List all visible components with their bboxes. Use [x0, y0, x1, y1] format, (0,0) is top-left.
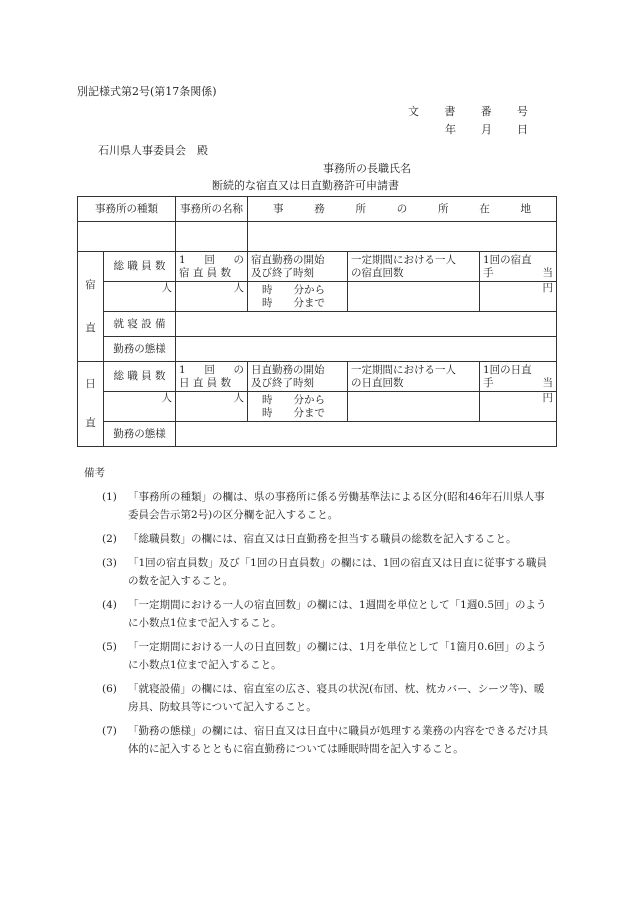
shuku-total-staff-input[interactable]: 人 — [104, 282, 176, 312]
header-office-name: 事務所の名称 — [176, 197, 248, 222]
shuku-per-count-label: 1 回 の 宿 直 員 数 — [176, 252, 248, 282]
nichi-total-staff-label: 総 職 員 数 — [104, 362, 176, 392]
sleeping-facilities-label: 就 寝 設 備 — [104, 312, 176, 337]
shuku-allowance-label: 1回の宿直 手 当 — [480, 252, 557, 282]
note-item: (7) 「勤務の態様」の欄には、宿日直又は日直中に職員が処理する業務の内容をできるだけ具体的に記入するとともに宿直勤務については睡眠時間を記入すること。 — [102, 725, 548, 755]
shuku-period-count-label: 一定期間における一人 の宿直回数 — [348, 252, 480, 282]
nichi-work-mode-label: 勤務の態様 — [104, 422, 176, 447]
nichi-time-input[interactable]: 時 分から 時 分まで — [248, 392, 348, 422]
shuku-work-mode-input[interactable] — [176, 337, 557, 362]
sleeping-facilities-input[interactable] — [176, 312, 557, 337]
shuku-start-end-label: 宿直勤務の開始 及び終了時刻 — [248, 252, 348, 282]
nichi-period-count-input[interactable] — [348, 392, 480, 422]
nichi-total-staff-input[interactable]: 人 — [104, 392, 176, 422]
header-office-type: 事務所の種類 — [78, 197, 176, 222]
shuku-total-staff-label: 総 職 員 数 — [104, 252, 176, 282]
note-item: (6) 「就寝設備」の欄には、宿直室の広さ、寝具の状況(布団、枕、枕カバー、シーツ等)、暖房具、防蚊具等について記入すること。 — [102, 683, 545, 713]
note-item: (5) 「一定期間における一人の日直回数」の欄には、1月を単位として「1箇月0.6回」のように小数点1位まで記入すること。 — [102, 641, 547, 671]
note-item: (4) 「一定期間における一人の宿直回数」の欄には、1週間を単位として「1週0.5回」のように小数点1位まで記入すること。 — [102, 599, 547, 629]
shuku-time-input[interactable]: 時 分から 時 分まで — [248, 282, 348, 312]
nichi-per-count-input[interactable]: 人 — [176, 392, 248, 422]
nichi-per-count-label: 1 回 の 日 直 員 数 — [176, 362, 248, 392]
page-title: 断続的な宿直又は日直勤務許可申請書 — [212, 179, 399, 192]
note-item: (1) 「事務所の種類」の欄は、県の事務所に係る労働基準法による区分(昭和46年石川県人事委員会告示第2号)の区分欄を記入すること。 — [102, 491, 545, 521]
nichi-work-mode-input[interactable] — [176, 422, 557, 447]
date-label: 年 月 日 — [445, 123, 528, 136]
form-number: 別記様式第2号(第17条関係) — [77, 85, 217, 98]
notes-heading: 備考 — [84, 467, 105, 479]
nichi-allowance-input[interactable]: 円 — [480, 392, 557, 422]
nichi-start-end-label: 日直勤務の開始 及び終了時刻 — [248, 362, 348, 392]
applicant-label: 事務所の長職氏名 — [323, 162, 411, 175]
notes-section — [84, 465, 554, 764]
shuku-allowance-input[interactable]: 円 — [480, 282, 557, 312]
shuku-work-mode-label: 勤務の態様 — [104, 337, 176, 362]
application-table — [77, 196, 557, 447]
note-item: (3) 「1回の宿直員数」及び「1回の日直員数」の欄には、1回の宿直又は日直に従事する職員の数を記入すること。 — [102, 557, 548, 587]
nicchoku-label: 日 直 — [78, 362, 104, 447]
nichi-allowance-label: 1回の日直 手 当 — [480, 362, 557, 392]
nichi-period-count-label: 一定期間における一人 の日直回数 — [348, 362, 480, 392]
office-type-input[interactable] — [78, 222, 176, 252]
shuku-period-count-input[interactable] — [348, 282, 480, 312]
office-name-input[interactable] — [176, 222, 248, 252]
shuku-per-count-input[interactable]: 人 — [176, 282, 248, 312]
header-office-location: 事 務 所 の 所 在 地 — [248, 197, 557, 222]
addressee: 石川県人事委員会 殿 — [98, 144, 208, 157]
office-location-input[interactable] — [248, 222, 557, 252]
shukuchoku-label: 宿 直 — [78, 252, 104, 362]
document-number-label: 文 書 番 号 — [408, 105, 528, 118]
note-item: (2) 「総職員数」の欄には、宿直又は日直勤務を担当する職員の総数を記入すること。 — [102, 533, 517, 545]
